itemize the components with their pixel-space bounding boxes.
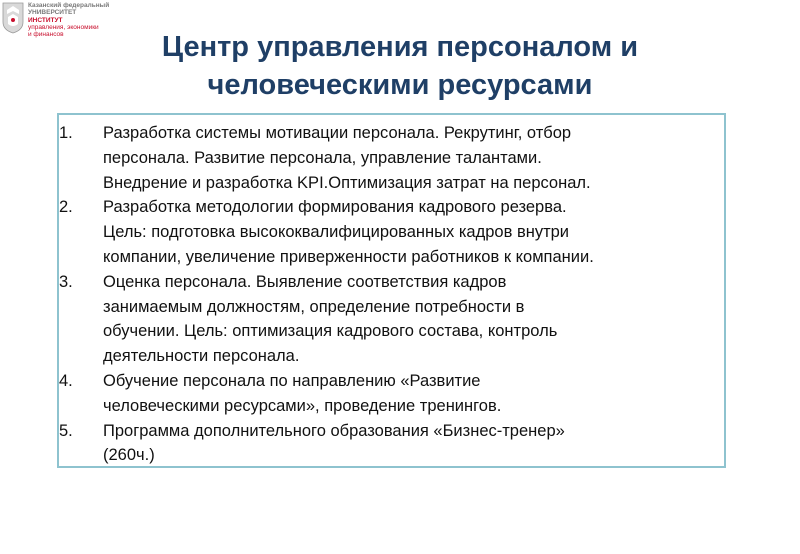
content-box	[57, 113, 726, 468]
list-item	[59, 419, 719, 469]
numbered-list	[59, 121, 719, 468]
list-item-line: (260ч.)	[103, 446, 155, 465]
list-item	[59, 270, 719, 369]
list-item-line: персонала. Развитие персонала, управление талантами.	[103, 148, 542, 167]
list-item-number: 5.	[59, 421, 73, 440]
list-item-number: 4.	[59, 371, 73, 390]
list-item-number: 3.	[59, 272, 73, 291]
list-item	[59, 369, 719, 419]
list-item	[59, 121, 719, 195]
university-name-line2: УНИВЕРСИТЕТ	[28, 9, 77, 16]
list-item-line: Разработка методологии формирования кадрового резерва.	[103, 198, 567, 217]
list-item	[59, 195, 719, 269]
list-item-line: Программа дополнительного образования «Бизнес-тренер»	[103, 421, 565, 440]
list-item-line: Цель: подготовка высококвалифицированных кадров внутри	[103, 223, 570, 242]
list-item-number: 1.	[59, 124, 73, 142]
list-item-line: Внедрение и разработка KPI.Оптимизация затрат на персонал.	[103, 173, 591, 192]
slide-title	[0, 28, 800, 104]
list-item-line: занимаемым должностям, определение потребности в	[103, 297, 525, 316]
list-item-line: обучении. Цель: оптимизация кадрового состава, контроль	[103, 322, 558, 341]
institute-name-line2: управления, экономики	[28, 24, 99, 31]
list-item-line: Разработка системы мотивации персонала. Рекрутинг, отбор	[103, 124, 572, 142]
list-item-line: Обучение персонала по направлению «Развитие	[103, 371, 481, 390]
institute-name-line3: и финансов	[28, 31, 64, 38]
list-item-number: 2.	[59, 198, 73, 217]
list-item-line: человеческими ресурсами», проведение тренингов.	[103, 396, 502, 415]
list-item-line: деятельности персонала.	[103, 347, 300, 366]
institute-name-line1: ИНСТИТУТ	[28, 17, 63, 24]
university-name-line1: Казанский федеральный	[28, 2, 110, 9]
slide-title-line2: человеческими ресурсами	[207, 69, 593, 101]
list-item-line: Оценка персонала. Выявление соответствия кадров	[103, 272, 507, 291]
list-item-line: компании, увеличение приверженности работников к компании.	[103, 247, 594, 266]
slide-title-line1: Центр управления персоналом и	[161, 31, 639, 63]
